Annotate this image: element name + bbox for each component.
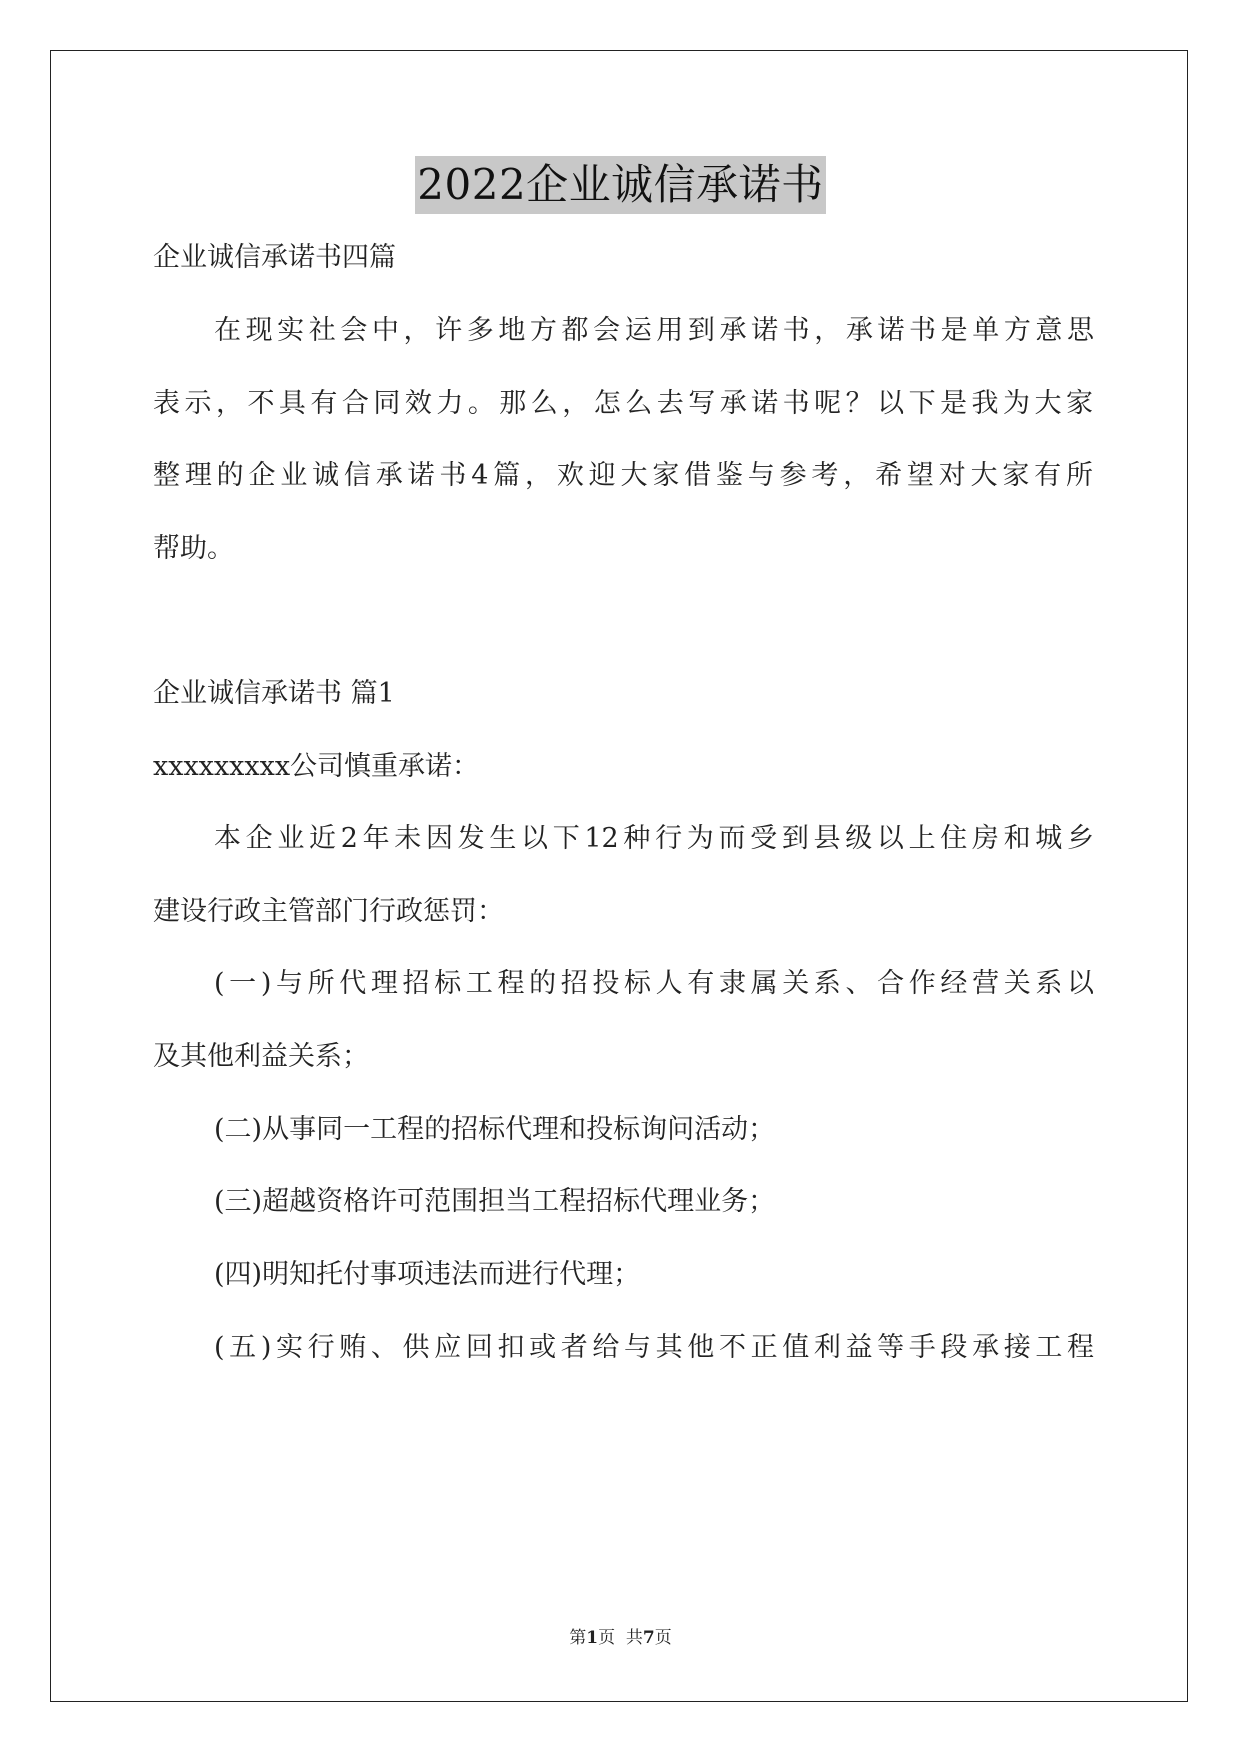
footer-page-prefix: 第 (569, 1628, 587, 1648)
item-1-line-1: (一)与所代理招标工程的招投标人有隶属关系、合作经营关系以 (214, 968, 1094, 999)
page-border (50, 50, 1188, 1702)
page-footer (0, 1626, 1241, 1650)
section-heading: 企业诚信承诺书 篇1 (153, 678, 395, 709)
footer-page-suffix: 页 (654, 1628, 672, 1648)
item-1-line-2: 及其他利益关系； (153, 1041, 369, 1072)
intro-line-2: 表示，不具有合同效力。那么，怎么去写承诺书呢？以下是我为大家 (153, 388, 1093, 419)
footer-page-total: 7 (642, 1628, 655, 1648)
item-3: (三)超越资格许可范围担当工程招标代理业务； (214, 1186, 776, 1217)
item-4: (四)明知托付事项违法而进行代理； (214, 1259, 641, 1290)
title-container (0, 156, 1241, 214)
body-line-2: 建设行政主管部门行政惩罚： (153, 896, 504, 927)
document-title: 2022企业诚信承诺书 (415, 156, 825, 214)
item-5: (五)实行贿、供应回扣或者给与其他不正值利益等手段承接工程 (214, 1332, 1094, 1363)
intro-line-3: 整理的企业诚信承诺书4篇，欢迎大家借鉴与参考，希望对大家有所 (153, 460, 1093, 491)
company-pledge-line: xxxxxxxxx公司慎重承诺： (153, 751, 480, 782)
intro-line-4: 帮助。 (153, 533, 234, 564)
body-line-1: 本企业近2年未因发生以下12种行为而受到县级以上住房和城乡 (214, 823, 1094, 854)
intro-line-1: 在现实社会中，许多地方都会运用到承诺书，承诺书是单方意思 (214, 315, 1094, 346)
subtitle-line: 企业诚信承诺书四篇 (153, 242, 396, 273)
item-2: (二)从事同一工程的招标代理和投标询问活动； (214, 1114, 776, 1145)
footer-page-mid: 页 共 (598, 1628, 643, 1648)
footer-page-current: 1 (586, 1628, 599, 1648)
